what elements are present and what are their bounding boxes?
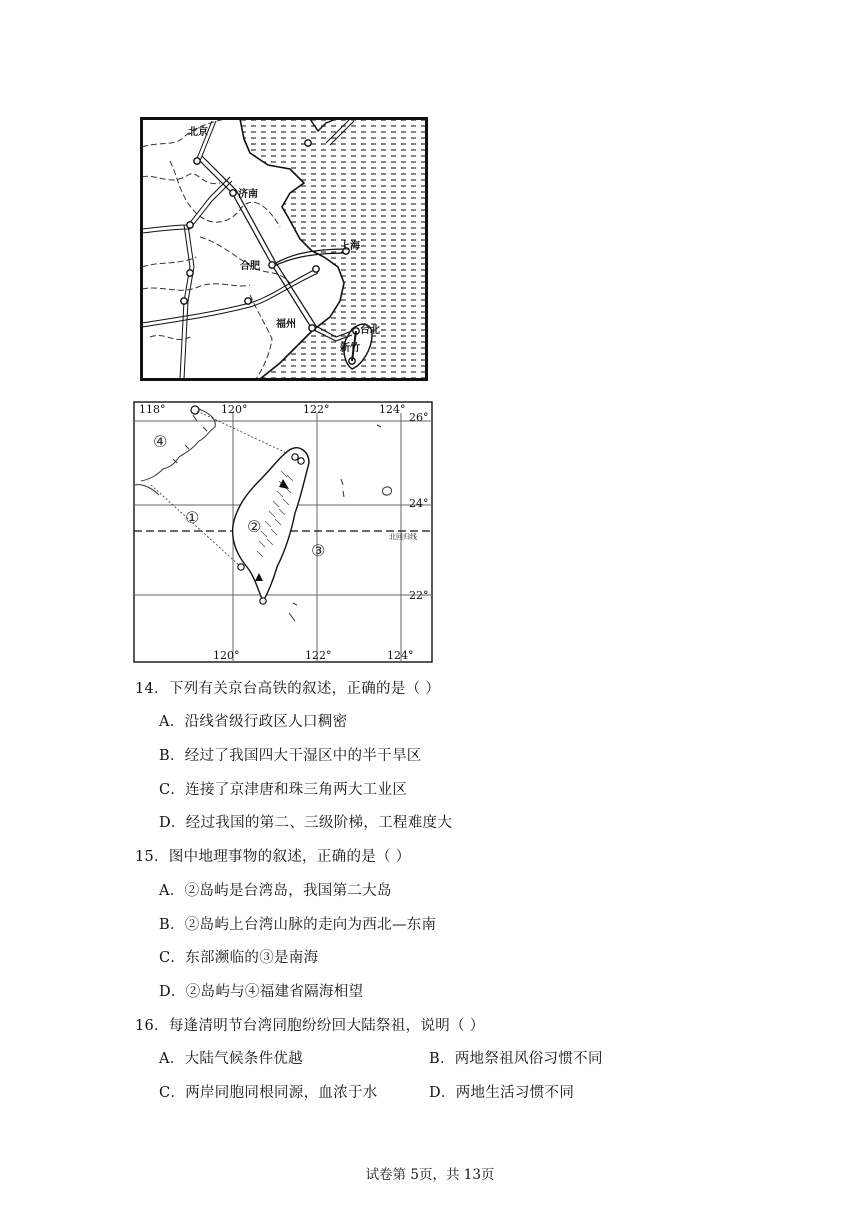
tropic-of-cancer-label: 北回归线 bbox=[389, 533, 417, 541]
question-16-option-a[interactable]: A．大陆气候条件优越 bbox=[159, 1051, 303, 1067]
lon-bottom-122: 122° bbox=[305, 649, 332, 662]
lat-24: 24° bbox=[409, 497, 429, 510]
marker-4: ④ bbox=[153, 432, 168, 451]
question-15-stem: 15．图中地理事物的叙述，正确的是（ ） bbox=[135, 849, 411, 865]
question-15-option-c[interactable]: C．东部濒临的③是南海 bbox=[159, 950, 319, 966]
lon-top-124: 124° bbox=[379, 403, 406, 416]
question-15-option-d[interactable]: D．②岛屿与④福建省隔海相望 bbox=[159, 984, 364, 1000]
marker-2: ② bbox=[247, 517, 262, 536]
question-16-stem: 16．每逢清明节台湾同胞纷纷回大陆祭祖，说明（ ） bbox=[135, 1018, 485, 1034]
question-15-option-a[interactable]: A．②岛屿是台湾岛，我国第二大岛 bbox=[159, 883, 392, 899]
label-hefei: 合肥 bbox=[240, 261, 260, 272]
lon-top-118: 118° bbox=[139, 403, 166, 416]
question-14-option-d[interactable]: D．经过我国的第二、三级阶梯，工程难度大 bbox=[159, 815, 453, 831]
label-beijing: 北京 bbox=[188, 127, 208, 138]
question-16-option-d[interactable]: D．两地生活习惯不同 bbox=[429, 1085, 575, 1101]
question-14-option-c[interactable]: C．连接了京津唐和珠三角两大工业区 bbox=[159, 782, 408, 798]
taiwan-region-map bbox=[133, 401, 433, 663]
lat-22: 22° bbox=[409, 589, 429, 602]
question-16-option-c[interactable]: C．两岸同胞同根同源，血浓于水 bbox=[159, 1085, 378, 1101]
lon-top-120: 120° bbox=[221, 403, 248, 416]
beijing-taiwan-railway-map bbox=[140, 117, 428, 381]
lon-top-122: 122° bbox=[303, 403, 330, 416]
question-14-stem: 14．下列有关京台高铁的叙述，正确的是（ ） bbox=[135, 681, 441, 697]
question-14-option-b[interactable]: B．经过了我国四大干湿区中的半干旱区 bbox=[159, 748, 422, 764]
lon-bottom-124: 124° bbox=[387, 649, 414, 662]
marker-1: ① bbox=[185, 508, 200, 527]
marker-3: ③ bbox=[311, 541, 326, 560]
question-14-option-a[interactable]: A．沿线省级行政区人口稠密 bbox=[159, 714, 348, 730]
label-jinan: 济南 bbox=[238, 189, 258, 200]
label-shanghai: 上海 bbox=[340, 241, 360, 252]
label-fuzhou: 福州 bbox=[276, 319, 296, 330]
label-xinzhu: 新竹 bbox=[340, 343, 360, 354]
question-16-option-b[interactable]: B．两地祭祖风俗习惯不同 bbox=[429, 1051, 603, 1067]
lon-bottom-120: 120° bbox=[213, 649, 240, 662]
page-footer: 试卷第 5页，共 13页 bbox=[365, 1167, 495, 1183]
question-15-option-b[interactable]: B．②岛屿上台湾山脉的走向为西北—东南 bbox=[159, 917, 437, 933]
label-taibei: 台北 bbox=[360, 325, 380, 336]
lat-26: 26° bbox=[409, 411, 429, 424]
